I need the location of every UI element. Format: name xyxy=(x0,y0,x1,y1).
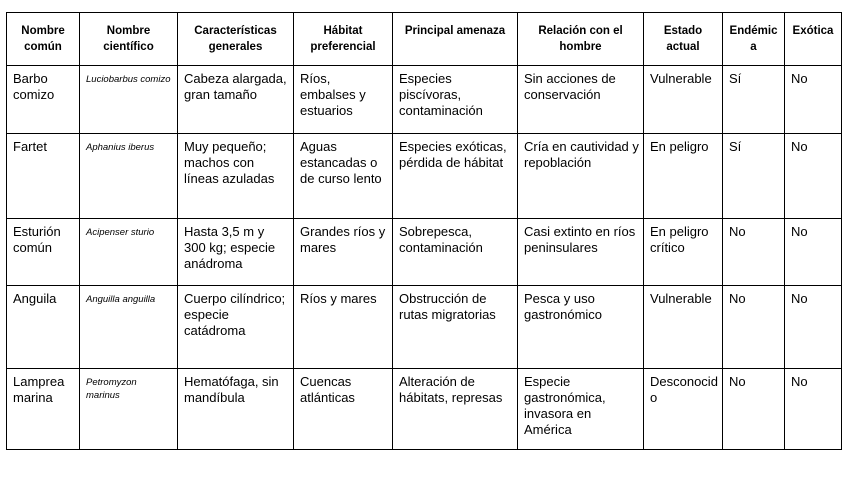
cell-nombre-cientifico: Anguilla anguilla xyxy=(80,286,178,369)
cell-relacion: Sin acciones de conservación xyxy=(518,66,644,134)
cell-exotica: No xyxy=(785,286,842,369)
header-row xyxy=(7,13,842,66)
cell-nombre-comun: Barbo comizo xyxy=(7,66,80,134)
cell-relacion: Casi extinto en ríos peninsulares xyxy=(518,219,644,286)
cell-amenaza: Especies exóticas, pérdida de hábitat xyxy=(393,134,518,219)
header-relacion: Relación con el hombre xyxy=(518,13,644,66)
table-row xyxy=(7,134,842,219)
cell-exotica: No xyxy=(785,134,842,219)
cell-exotica: No xyxy=(785,369,842,450)
table-row xyxy=(7,66,842,134)
cell-caracteristicas: Cabeza alargada, gran tamaño xyxy=(178,66,294,134)
cell-nombre-comun: Esturión común xyxy=(7,219,80,286)
cell-nombre-cientifico: Aphanius iberus xyxy=(80,134,178,219)
cell-nombre-comun: Anguila xyxy=(7,286,80,369)
cell-caracteristicas: Hasta 3,5 m y 300 kg; especie anádroma xyxy=(178,219,294,286)
cell-exotica: No xyxy=(785,219,842,286)
cell-nombre-cientifico: Acipenser sturio xyxy=(80,219,178,286)
cell-relacion: Cría en cautividad y repoblación xyxy=(518,134,644,219)
header-caracteristicas: Características generales xyxy=(178,13,294,66)
cell-endemica: Sí xyxy=(723,66,785,134)
cell-nombre-cientifico: Petromyzon marinus xyxy=(80,369,178,450)
cell-relacion: Pesca y uso gastronómico xyxy=(518,286,644,369)
cell-nombre-cientifico: Luciobarbus comizo xyxy=(80,66,178,134)
species-table xyxy=(6,12,842,450)
cell-habitat: Cuencas atlánticas xyxy=(294,369,393,450)
cell-estado: Desconocido xyxy=(644,369,723,450)
table-row xyxy=(7,369,842,450)
cell-nombre-comun: Lamprea marina xyxy=(7,369,80,450)
cell-exotica: No xyxy=(785,66,842,134)
header-nombre-comun: Nombre común xyxy=(7,13,80,66)
cell-habitat: Grandes ríos y mares xyxy=(294,219,393,286)
cell-endemica: No xyxy=(723,286,785,369)
cell-endemica: Sí xyxy=(723,134,785,219)
cell-estado: En peligro crítico xyxy=(644,219,723,286)
table-row xyxy=(7,286,842,369)
cell-relacion: Especie gastronómica, invasora en América xyxy=(518,369,644,450)
cell-habitat: Ríos, embalses y estuarios xyxy=(294,66,393,134)
header-estado: Estado actual xyxy=(644,13,723,66)
cell-estado: En peligro xyxy=(644,134,723,219)
header-habitat: Hábitat preferencial xyxy=(294,13,393,66)
cell-endemica: No xyxy=(723,369,785,450)
cell-estado: Vulnerable xyxy=(644,66,723,134)
cell-nombre-comun: Fartet xyxy=(7,134,80,219)
cell-amenaza: Especies piscívoras, contaminación xyxy=(393,66,518,134)
cell-estado: Vulnerable xyxy=(644,286,723,369)
cell-amenaza: Alteración de hábitats, represas xyxy=(393,369,518,450)
header-amenaza: Principal amenaza xyxy=(393,13,518,66)
cell-caracteristicas: Muy pequeño; machos con líneas azuladas xyxy=(178,134,294,219)
cell-habitat: Aguas estancadas o de curso lento xyxy=(294,134,393,219)
cell-endemica: No xyxy=(723,219,785,286)
table-row xyxy=(7,219,842,286)
header-nombre-cientifico: Nombre científico xyxy=(80,13,178,66)
cell-caracteristicas: Cuerpo cilíndrico; especie catádroma xyxy=(178,286,294,369)
cell-amenaza: Sobrepesca, contaminación xyxy=(393,219,518,286)
cell-habitat: Ríos y mares xyxy=(294,286,393,369)
cell-amenaza: Obstrucción de rutas migratorias xyxy=(393,286,518,369)
cell-caracteristicas: Hematófaga, sin mandíbula xyxy=(178,369,294,450)
header-exotica: Exótica xyxy=(785,13,842,66)
header-endemica: Endémica xyxy=(723,13,785,66)
